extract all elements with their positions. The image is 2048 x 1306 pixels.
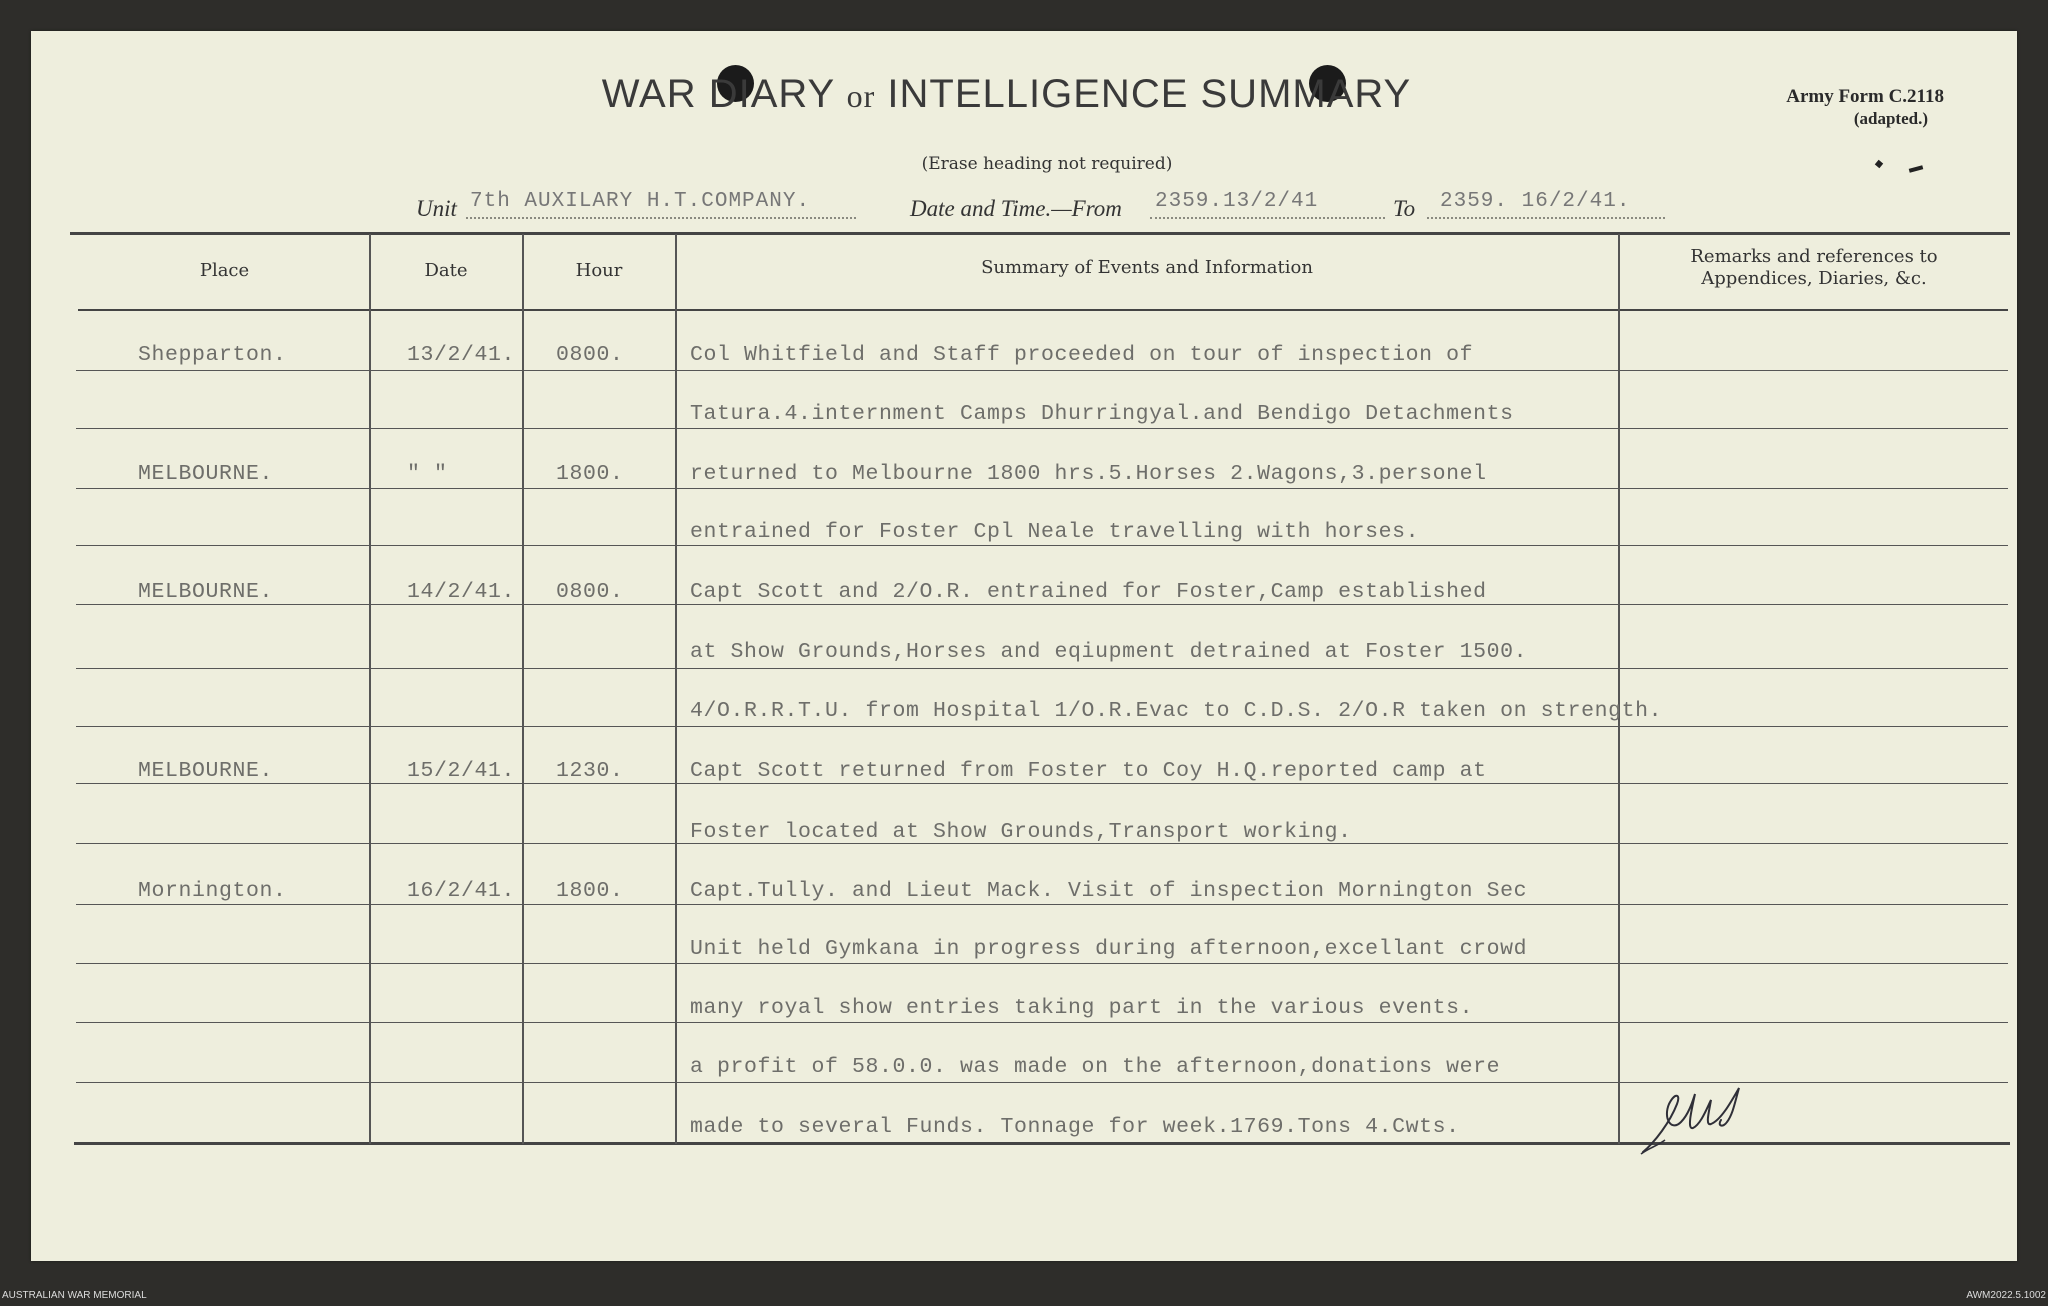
- unit-label: Unit: [416, 196, 457, 221]
- to-label: To: [1393, 196, 1416, 221]
- row-summary: a profit of 58.0.0. was made on the afternoon,donations were: [690, 1055, 1501, 1079]
- row-summary: 4/O.R.R.T.U. from Hospital 1/O.R.Evac to C.D.S. 2/O.R taken on strength.: [690, 699, 1663, 723]
- row-hour: 0800.: [556, 343, 624, 367]
- row-hour: 1230.: [556, 759, 624, 783]
- page-subtitle: (Erase heading not required): [921, 154, 1173, 174]
- to-dotline: [1427, 217, 1665, 219]
- unit-value: 7th AUXILARY H.T.COMPANY.: [470, 190, 811, 213]
- form-adapted: (adapted.): [1853, 109, 1928, 128]
- row-rule: [76, 783, 2008, 784]
- row-summary: Unit held Gymkana in progress during afternoon,excellant crowd: [690, 937, 1528, 961]
- row-rule: [76, 545, 2008, 546]
- row-summary: Capt Scott returned from Foster to Coy H.Q.reported camp at: [690, 759, 1487, 783]
- row-summary: Tatura.4.internment Camps Dhurringyal.and Bendigo Detachments: [690, 402, 1514, 426]
- row-summary: Capt.Tully. and Lieut Mack. Visit of inspection Mornington Sec: [690, 879, 1528, 903]
- row-rule: [76, 963, 2008, 964]
- row-place: MELBOURNE.: [138, 759, 274, 783]
- row-date: 14/2/41.: [407, 580, 516, 604]
- to-value: 2359. 16/2/41.: [1440, 190, 1631, 213]
- from-dotline: [1150, 217, 1385, 219]
- row-hour: 0800.: [556, 580, 624, 604]
- row-date: 15/2/41.: [407, 759, 516, 783]
- col-header-remarks-2: Appendices, Diaries, &c.: [1701, 268, 1927, 289]
- row-place: MELBOURNE.: [138, 462, 274, 486]
- signature-initials: [1635, 1082, 1765, 1162]
- row-hour: 1800.: [556, 879, 624, 903]
- row-rule: [76, 488, 2008, 489]
- row-rule: [76, 428, 2008, 429]
- form-number: Army Form C.2118: [1786, 86, 1944, 107]
- from-value: 2359.13/2/41: [1155, 190, 1319, 213]
- row-summary: at Show Grounds,Horses and eqiupment detrained at Foster 1500.: [690, 640, 1528, 664]
- row-date: 16/2/41.: [407, 879, 516, 903]
- row-place: Mornington.: [138, 879, 287, 903]
- row-hour: 1800.: [556, 462, 624, 486]
- row-rule: [76, 904, 2008, 905]
- footer-right: AWM2022.5.1002: [1966, 1290, 2046, 1301]
- row-place: Shepparton.: [138, 343, 287, 367]
- row-summary: returned to Melbourne 1800 hrs.5.Horses 2.Wagons,3.personel: [690, 462, 1487, 486]
- row-place: MELBOURNE.: [138, 580, 274, 604]
- row-summary: Foster located at Show Grounds,Transport working.: [690, 820, 1352, 844]
- col-header-remarks-1: Remarks and references to: [1690, 246, 1938, 267]
- title-or: or: [846, 78, 876, 114]
- col-header-date: Date: [424, 260, 468, 281]
- table-top-rule: [70, 232, 2010, 235]
- row-date: 13/2/41.: [407, 343, 516, 367]
- row-rule: [76, 370, 2008, 371]
- row-summary: entrained for Foster Cpl Neale travelling with horses.: [690, 520, 1420, 544]
- col-header-place: Place: [199, 260, 250, 281]
- unit-dotline: [466, 217, 856, 219]
- datetime-label: Date and Time.—From: [910, 196, 1122, 221]
- footer-left: AUSTRALIAN WAR MEMORIAL: [2, 1290, 147, 1301]
- table-header-rule: [78, 309, 2008, 311]
- row-summary: made to several Funds. Tonnage for week.1769.Tons 4.Cwts.: [690, 1115, 1460, 1139]
- col-header-summary: Summary of Events and Information: [981, 257, 1313, 278]
- row-summary: Col Whitfield and Staff proceeded on tour of inspection of: [690, 343, 1474, 367]
- row-rule: [76, 726, 2008, 727]
- row-rule: [76, 604, 2008, 605]
- title-war-diary: WAR DIARY: [601, 72, 835, 116]
- row-rule: [76, 1022, 2008, 1023]
- row-rule: [76, 668, 2008, 669]
- row-summary: Capt Scott and 2/O.R. entrained for Foster,Camp established: [690, 580, 1487, 604]
- title-intelligence-summary: INTELLIGENCE SUMMARY: [887, 72, 1412, 116]
- col-header-hour: Hour: [575, 260, 623, 281]
- row-summary: many royal show entries taking part in the various events.: [690, 996, 1474, 1020]
- row-date: " ": [407, 462, 448, 486]
